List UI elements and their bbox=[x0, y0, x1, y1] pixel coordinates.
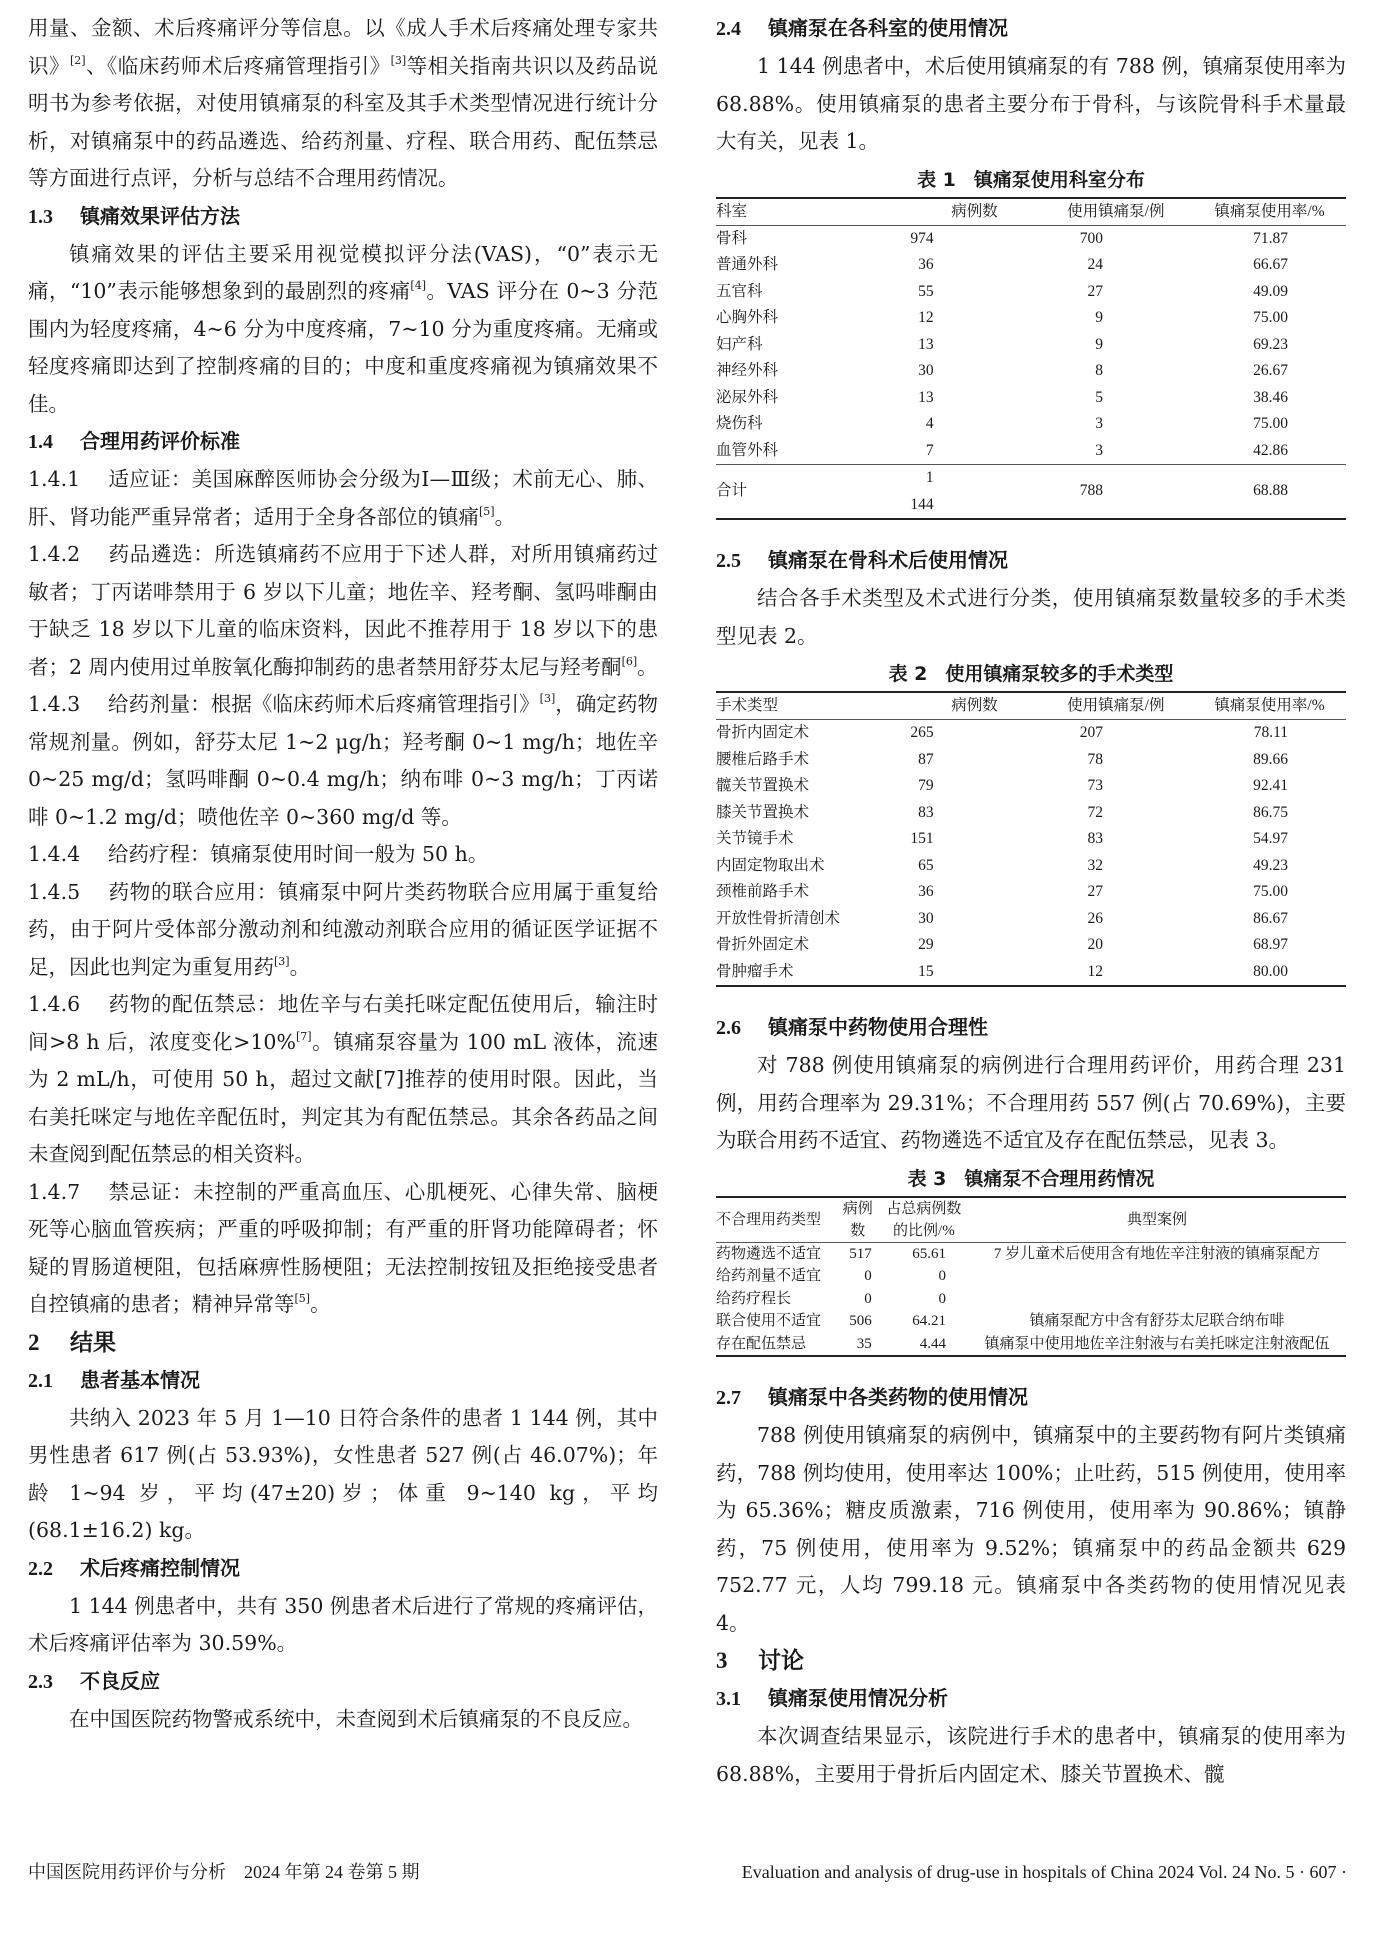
cell-cases: 974 bbox=[910, 229, 934, 247]
column-header: 病例数 bbox=[910, 692, 1038, 720]
column-header: 使用镇痛泵/例 bbox=[1039, 692, 1193, 720]
paragraph-3-1: 本次调查结果显示，该院进行手术的患者中，镇痛泵的使用率为 68.88%，主要用于骨折后内固定术、膝关节置换术、髋 bbox=[716, 1724, 1346, 1786]
cell-cases: 4 bbox=[925, 415, 934, 432]
column-header: 科室 bbox=[716, 198, 910, 226]
table-row bbox=[716, 747, 1346, 774]
cell-pump-rate: 89.66 bbox=[1253, 750, 1288, 768]
cell-pump-count: 27 bbox=[1087, 883, 1104, 900]
cell-typical-case bbox=[968, 1288, 1346, 1311]
right-column bbox=[716, 10, 1346, 1793]
cell-proportion: 0 bbox=[938, 1268, 946, 1284]
cell-pump-rate: 86.75 bbox=[1253, 803, 1288, 821]
table-row bbox=[716, 358, 1346, 385]
cell-cases: 517 bbox=[849, 1245, 872, 1262]
table-row bbox=[716, 879, 1346, 906]
citation[interactable]: [5] bbox=[294, 1292, 311, 1305]
cell-name: 五官科 bbox=[716, 282, 763, 300]
table-row bbox=[716, 411, 1346, 438]
cell-pump-count: 788 bbox=[1039, 465, 1193, 520]
table-row bbox=[716, 1242, 1346, 1265]
section-heading-1-4: 1.4 合理用药评价标准 bbox=[28, 429, 240, 453]
cell-pump-rate: 78.11 bbox=[1253, 724, 1288, 741]
table-total-row bbox=[716, 465, 1346, 520]
table-row bbox=[716, 1265, 1346, 1288]
cell-cases: 83 bbox=[918, 803, 934, 821]
table-row bbox=[716, 720, 1346, 747]
cell-pump-count: 27 bbox=[1087, 282, 1104, 300]
paragraph-1-4-2: 1.4.2 药品遴选：所选镇痛药不应用于下述人群，对所用镇痛药过敏者；丁丙诺啡禁用于 6 岁以下儿童；地佐辛、羟考酮、氢吗啡酮由于缺乏 18 岁以下儿童的临床资料，因此不推荐用于 18 岁以下的患者；2 周内使用过单胺氧化酶抑制药的患者禁用舒芬太尼与羟考酮[6]。 bbox=[28, 542, 658, 679]
cell-pump-count: 73 bbox=[1087, 777, 1104, 794]
cell-name: 颈椎前路手术 bbox=[716, 883, 810, 900]
cell-type: 给药剂量不适宜 bbox=[716, 1268, 822, 1284]
cell-name: 妇产科 bbox=[716, 335, 763, 353]
left-column bbox=[28, 10, 658, 1738]
table-row bbox=[716, 959, 1346, 987]
table-row bbox=[716, 438, 1346, 465]
table-header-row bbox=[716, 1197, 1346, 1243]
cell-cases: 7 bbox=[925, 441, 934, 459]
column-header: 使用镇痛泵/例 bbox=[1039, 198, 1193, 226]
section-heading-3: 3 讨论 bbox=[716, 1648, 804, 1674]
table-row bbox=[716, 906, 1346, 933]
cell-cases: 0 bbox=[864, 1290, 872, 1307]
cell-name: 心胸外科 bbox=[716, 309, 779, 326]
table-row bbox=[716, 826, 1346, 853]
section-heading-2-5: 2.5 镇痛泵在骨科术后使用情况 bbox=[716, 548, 1008, 572]
paragraph-1-4-6: 1.4.6 药物的配伍禁忌：地佐辛与右美托咪定配伍使用后，输注时间>8 h 后，浓度变化>10%[7]。镇痛泵容量为 100 mL 液体，流速为 2 mL/h，可使用 50 h，超过文献[7]推荐的使用时限。因此，当右美托咪定与地佐辛配伍时，判定其为有配伍禁忌。其余各药品之间未查阅到配伍禁忌的相关资料。 bbox=[28, 992, 658, 1166]
column-header: 病例数 bbox=[910, 198, 1038, 226]
table-row bbox=[716, 853, 1346, 880]
table-3-irrational-use bbox=[716, 1196, 1346, 1358]
cell-name: 开放性骨折清创术 bbox=[716, 909, 841, 927]
cell-cases: 15 bbox=[918, 962, 934, 980]
column-header: 占总病例数的比例/% bbox=[880, 1197, 968, 1243]
citation[interactable]: [5] bbox=[479, 504, 495, 518]
cell-name: 泌尿外科 bbox=[716, 388, 779, 406]
cell-pump-count: 26 bbox=[1087, 909, 1104, 927]
cell-pump-count: 12 bbox=[1087, 962, 1104, 980]
cell-type: 联合使用不适宜 bbox=[716, 1313, 822, 1329]
citation[interactable]: [3] bbox=[390, 53, 407, 67]
cell-cases: 30 bbox=[918, 362, 934, 379]
table-row bbox=[716, 773, 1346, 800]
cell-name: 骨折外固定术 bbox=[716, 936, 810, 953]
cell-name: 髋关节置换术 bbox=[716, 777, 810, 794]
column-header: 手术类型 bbox=[716, 692, 910, 720]
cell-pump-rate: 68.88 bbox=[1193, 465, 1346, 520]
cell-pump-rate: 80.00 bbox=[1253, 962, 1288, 980]
cell-cases: 13 bbox=[918, 335, 934, 353]
cell-pump-rate: 42.86 bbox=[1253, 441, 1288, 459]
citation[interactable]: [6] bbox=[621, 654, 638, 668]
cell-typical-case: 7 岁儿童术后使用含有地佐辛注射液的镇痛泵配方 bbox=[993, 1245, 1321, 1262]
cell-typical-case bbox=[968, 1265, 1346, 1288]
cell-pump-rate: 69.23 bbox=[1253, 335, 1288, 353]
paragraph-2-4: 1 144 例患者中，术后使用镇痛泵的有 788 例，镇痛泵使用率为 68.88%。使用镇痛泵的患者主要分布于骨科，与该院骨科手术量最大有关，见表 1。 bbox=[716, 54, 1346, 153]
section-heading-2-3: 2.3 不良反应 bbox=[28, 1668, 160, 1693]
cell-cases: 65 bbox=[918, 856, 934, 874]
cell-cases: 1 144 bbox=[910, 465, 1038, 520]
cell-proportion: 64.21 bbox=[912, 1313, 946, 1329]
cell-cases: 265 bbox=[910, 724, 934, 741]
cell-pump-count: 5 bbox=[1095, 388, 1104, 406]
paragraph-1-4-7: 1.4.7 禁忌证：未控制的严重高血压、心肌梗死、心律失常、脑梗死等心脑血管疾病；严重的呼吸抑制；有严重的肝肾功能障碍者；怀疑的胃肠道梗阻，包括麻痹性肠梗阻；无法控制按钮及拒绝接受患者自控镇痛的患者；精神异常等[5]。 bbox=[28, 1179, 658, 1316]
table-header-row bbox=[716, 198, 1346, 226]
cell-pump-count: 32 bbox=[1087, 856, 1104, 874]
cell-proportion: 0 bbox=[938, 1290, 946, 1307]
column-header: 镇痛泵使用率/% bbox=[1193, 198, 1346, 226]
cell-typical-case: 镇痛泵配方中含有舒芬太尼联合纳布啡 bbox=[1029, 1313, 1285, 1329]
cell-name: 腰椎后路手术 bbox=[716, 750, 810, 768]
section-heading-1-3: 1.3 镇痛效果评估方法 bbox=[28, 203, 240, 228]
cell-pump-count: 83 bbox=[1087, 830, 1104, 847]
cell-pump-count: 24 bbox=[1087, 256, 1104, 273]
column-header: 镇痛泵使用率/% bbox=[1193, 692, 1346, 720]
column-header: 典型案例 bbox=[968, 1197, 1346, 1243]
section-heading-2: 2 结果 bbox=[28, 1329, 116, 1356]
cell-cases: 0 bbox=[864, 1268, 872, 1284]
paragraph-2-7: 788 例使用镇痛泵的病例中，镇痛泵中的主要药物有阿片类镇痛药，788 例均使用，使用率达 100%；止吐药，515 例使用，使用率为 65.36%；糖皮质激素，716 例使用，使用率为 90.86%；镇静药，75 例使用，使用率为 9.52%；镇痛泵中的药品金额共 629 752.77 元，人均 799.18 元。镇痛泵中各类药物的使用情况见表 4。 bbox=[716, 1423, 1346, 1635]
intro-paragraph: 用量、金额、术后疼痛评分等信息。以《成人手术后疼痛处理专家共识》[2]、《临床药师术后疼痛管理指引》[3]等相关指南共识以及药品说明书为参考依据，对使用镇痛泵的科室及其手术类型情况进行统计分析，对镇痛泵中的药品遴选、给药剂量、疗程、联合用药、配伍禁忌等方面进行点评，分析与总结不合理用药情况。 bbox=[28, 16, 659, 190]
paragraph-1-3: 镇痛效果的评估主要采用视觉模拟评分法(VAS)，“0”表示无痛，“10”表示能够想象到的最剧烈的疼痛[4]。VAS 评分在 0~3 分范围内为轻度疼痛，4~6 分为中度疼痛，7~10 分为重度疼痛。无痛或轻度疼痛即达到了控制疼痛的目的；中度和重度疼痛视为镇痛效果不佳。 bbox=[28, 241, 658, 416]
table-row bbox=[716, 800, 1346, 827]
section-heading-3-1: 3.1 镇痛泵使用情况分析 bbox=[716, 1686, 948, 1710]
table-row bbox=[716, 385, 1346, 412]
cell-cases: 12 bbox=[918, 309, 934, 326]
cell-name: 骨折内固定术 bbox=[716, 724, 810, 741]
citation[interactable]: [2] bbox=[69, 53, 86, 67]
paragraph-2-3: 在中国医院药物警戒系统中，未查阅到术后镇痛泵的不良反应。 bbox=[69, 1706, 643, 1731]
cell-pump-count: 8 bbox=[1095, 362, 1104, 379]
cell-pump-rate: 92.41 bbox=[1253, 777, 1288, 794]
column-header: 病例数 bbox=[836, 1197, 880, 1243]
table-header-row bbox=[716, 692, 1346, 720]
cell-pump-count: 700 bbox=[1079, 229, 1104, 247]
cell-pump-count: 72 bbox=[1087, 803, 1104, 821]
table-row bbox=[716, 1310, 1346, 1333]
cell-pump-rate: 75.00 bbox=[1253, 415, 1288, 432]
table-1-caption: 表 1 镇痛泵使用科室分布 bbox=[917, 168, 1145, 191]
cell-cases: 36 bbox=[918, 883, 934, 900]
table-row bbox=[716, 332, 1346, 359]
section-heading-2-6: 2.6 镇痛泵中药物使用合理性 bbox=[716, 1015, 988, 1039]
cell-type: 给药疗程长 bbox=[716, 1290, 792, 1307]
cell-cases: 13 bbox=[918, 388, 934, 406]
cell-pump-rate: 86.67 bbox=[1253, 909, 1288, 927]
table-row bbox=[716, 932, 1346, 959]
citation[interactable]: [4] bbox=[410, 279, 427, 292]
citation[interactable]: [3] bbox=[539, 692, 556, 705]
cell-type: 存在配伍禁忌 bbox=[716, 1335, 807, 1352]
table-1-department-distribution bbox=[716, 197, 1346, 521]
cell-pump-rate: 75.00 bbox=[1253, 309, 1288, 326]
cell-name: 合计 bbox=[716, 465, 910, 520]
cell-name: 烧伤科 bbox=[716, 415, 763, 432]
journal-name-cn: 中国医院用药评价与分析 2024 年第 24 卷第 5 期 bbox=[28, 1862, 420, 1882]
column-header: 不合理用药类型 bbox=[716, 1197, 836, 1243]
cell-pump-count: 3 bbox=[1095, 441, 1104, 459]
cell-pump-rate: 66.67 bbox=[1253, 256, 1288, 273]
table-2-caption: 表 2 使用镇痛泵较多的手术类型 bbox=[888, 663, 1174, 685]
paragraph-1-4-4: 1.4.4 给药疗程：镇痛泵使用时间一般为 50 h。 bbox=[28, 842, 489, 866]
cell-name: 内固定物取出术 bbox=[716, 856, 825, 874]
cell-pump-rate: 75.00 bbox=[1253, 883, 1288, 900]
cell-pump-rate: 49.23 bbox=[1253, 856, 1288, 874]
cell-cases: 35 bbox=[856, 1335, 872, 1352]
section-heading-2-1: 2.1 患者基本情况 bbox=[28, 1367, 200, 1392]
cell-type: 药物遴选不适宜 bbox=[716, 1245, 822, 1262]
cell-proportion: 65.61 bbox=[912, 1245, 946, 1262]
paragraph-1-4-1: 1.4.1 适应证：美国麻醉医师协会分级为Ⅰ—Ⅲ级；术前无心、肺、肝、肾功能严重异常者；适用于全身各部位的镇痛[5]。 bbox=[28, 467, 658, 529]
cell-pump-count: 20 bbox=[1087, 936, 1104, 953]
cell-cases: 506 bbox=[849, 1313, 872, 1329]
table-row bbox=[716, 1288, 1346, 1311]
cell-name: 骨科 bbox=[716, 229, 748, 247]
paragraph-2-5: 结合各手术类型及术式进行分类，使用镇痛泵数量较多的手术类型见表 2。 bbox=[716, 586, 1346, 648]
cell-cases: 151 bbox=[910, 830, 934, 847]
cell-pump-rate: 49.09 bbox=[1253, 282, 1288, 300]
section-heading-2-7: 2.7 镇痛泵中各类药物的使用情况 bbox=[716, 1385, 1028, 1409]
cell-name: 关节镜手术 bbox=[716, 830, 794, 847]
cell-name: 血管外科 bbox=[716, 441, 779, 459]
citation[interactable]: [3] bbox=[274, 954, 290, 968]
cell-pump-count: 9 bbox=[1095, 335, 1104, 353]
paragraph-2-6: 对 788 例使用镇痛泵的病例进行合理用药评价，用药合理 231 例，用药合理率为 29.31%；不合理用药 557 例(占 70.69%)，主要为联合用药不适宜、药物遴选不适宜及存在配伍禁忌，见表 3。 bbox=[716, 1053, 1346, 1152]
table-row bbox=[716, 279, 1346, 306]
cell-name: 普通外科 bbox=[716, 256, 779, 273]
paragraph-1-4-5: 1.4.5 药物的联合应用：镇痛泵中阿片类药物联合应用属于重复给药，由于阿片受体部分激动剂和纯激动剂联合应用的循证医学证据不足，因此也判定为重复用药[3]。 bbox=[28, 879, 658, 979]
cell-pump-count: 3 bbox=[1095, 415, 1104, 432]
cell-name: 骨肿瘤手术 bbox=[716, 962, 794, 980]
cell-pump-count: 9 bbox=[1095, 309, 1104, 326]
cell-cases: 55 bbox=[918, 282, 934, 300]
section-heading-2-4: 2.4 镇痛泵在各科室的使用情况 bbox=[716, 16, 1008, 40]
table-row bbox=[716, 305, 1346, 332]
cell-pump-rate: 68.97 bbox=[1253, 936, 1288, 953]
cell-name: 膝关节置换术 bbox=[716, 803, 810, 821]
cell-cases: 87 bbox=[918, 750, 934, 768]
cell-pump-rate: 26.67 bbox=[1253, 362, 1288, 379]
cell-pump-rate: 54.97 bbox=[1253, 830, 1288, 847]
cell-pump-rate: 71.87 bbox=[1253, 229, 1288, 247]
cell-pump-rate: 38.46 bbox=[1253, 388, 1288, 406]
cell-cases: 29 bbox=[918, 936, 934, 953]
table-3-caption: 表 3 镇痛泵不合理用药情况 bbox=[907, 1167, 1155, 1190]
table-row bbox=[716, 1333, 1346, 1357]
journal-name-en-page-number: Evaluation and analysis of drug-use in hospitals of China 2024 Vol. 24 No. 5 · 607 · bbox=[741, 1862, 1347, 1882]
table-row bbox=[716, 225, 1346, 252]
paragraph-1-4-3: 1.4.3 给药剂量：根据《临床药师术后疼痛管理指引》[3]，确定药物常规剂量。例如，舒芬太尼 1~2 μg/h；羟考酮 0~1 mg/h；地佐辛 0~25 mg/d；氢吗啡酮 0~0.4 mg/h；纳布啡 0~3 mg/h；丁丙诺啡 0~1.2 mg/d；喷他佐辛 0~360 mg/d 等。 bbox=[28, 692, 659, 829]
cell-cases: 36 bbox=[918, 256, 934, 273]
table-row bbox=[716, 252, 1346, 279]
section-heading-2-2: 2.2 术后疼痛控制情况 bbox=[28, 1555, 240, 1580]
cell-pump-count: 207 bbox=[1079, 724, 1104, 741]
cell-typical-case: 镇痛泵中使用地佐辛注射液与右美托咪定注射液配伍 bbox=[984, 1335, 1330, 1352]
cell-cases: 30 bbox=[918, 909, 934, 927]
cell-pump-count: 78 bbox=[1087, 750, 1104, 768]
table-2-surgery-types bbox=[716, 691, 1346, 987]
paragraph-2-2: 1 144 例患者中，共有 350 例患者术后进行了常规的疼痛评估，术后疼痛评估率为 30.59%。 bbox=[28, 1593, 658, 1655]
paragraph-2-1: 共纳入 2023 年 5 月 1—10 日符合条件的患者 1 144 例，其中男性患者 617 例(占 53.93%)，女性患者 527 例(占 46.07%)；年龄 1~94 岁，平均(47±20)岁；体重 9~140 kg，平均(68.1±16.2) kg。 bbox=[28, 1405, 658, 1542]
cell-proportion: 4.44 bbox=[919, 1335, 946, 1352]
cell-name: 神经外科 bbox=[716, 362, 779, 379]
cell-cases: 79 bbox=[918, 777, 934, 794]
citation[interactable]: [7] bbox=[295, 1029, 312, 1043]
